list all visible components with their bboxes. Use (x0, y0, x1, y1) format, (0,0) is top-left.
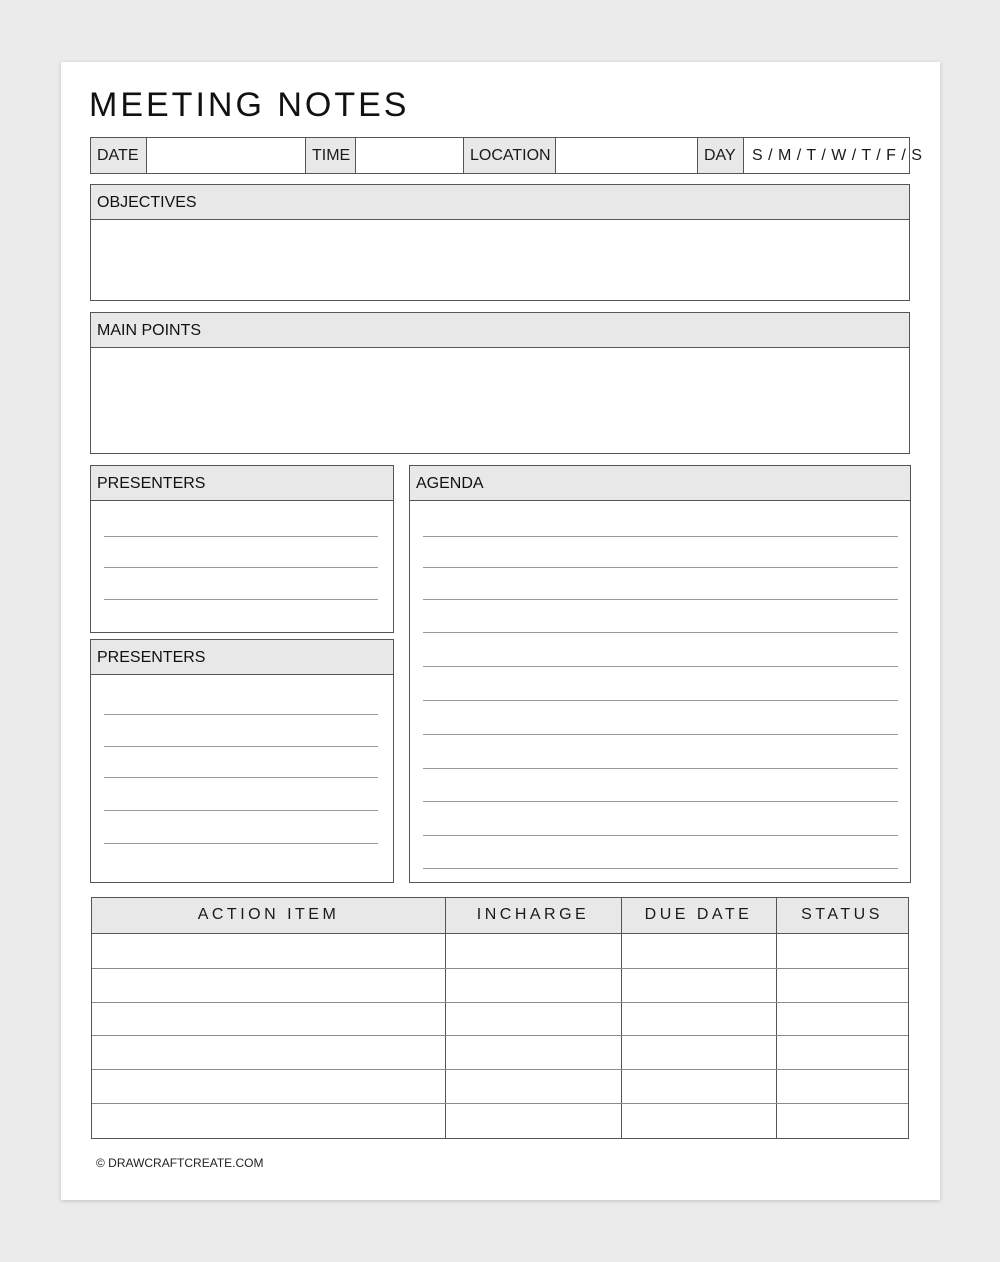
objectives-header (91, 185, 909, 220)
row-divider (92, 968, 908, 969)
day-options: S / M / T / W / T / F / S (752, 147, 923, 164)
writing-line (423, 700, 898, 701)
writing-line (104, 567, 378, 568)
writing-line (104, 843, 378, 844)
location-label: LOCATION (470, 147, 551, 164)
info-row (90, 137, 923, 174)
writing-line (423, 567, 898, 568)
date-field[interactable] (147, 138, 306, 173)
row-divider (92, 1103, 908, 1104)
column-divider (445, 898, 446, 1138)
presenters-section-1[interactable] (90, 465, 394, 633)
presenters-section-2[interactable] (90, 639, 394, 883)
writing-line (104, 599, 378, 600)
day-label: DAY (704, 147, 736, 164)
column-header-incharge: INCHARGE (476, 906, 590, 923)
time-field[interactable] (356, 138, 464, 173)
writing-line (423, 835, 898, 836)
objectives-section[interactable] (90, 184, 910, 301)
writing-line (104, 746, 378, 747)
writing-line (423, 536, 898, 537)
row-divider (92, 1069, 908, 1070)
main-points-label: MAIN POINTS (97, 322, 202, 339)
column-header-status: STATUS (801, 906, 883, 923)
main-points-header (91, 313, 909, 348)
writing-line (104, 536, 378, 537)
location-field[interactable] (556, 138, 698, 173)
writing-line (423, 868, 898, 869)
time-label-cell (306, 138, 356, 173)
table-header (92, 898, 908, 934)
writing-line (423, 734, 898, 735)
worksheet-page (61, 62, 940, 1200)
day-options-cell[interactable] (744, 138, 923, 173)
writing-line (423, 632, 898, 633)
presenters-header-1 (91, 466, 393, 501)
agenda-label: AGENDA (416, 475, 484, 492)
presenters-label-1: PRESENTERS (97, 475, 206, 492)
writing-line (423, 599, 898, 600)
writing-line (423, 801, 898, 802)
row-divider (92, 1002, 908, 1003)
day-label-cell (698, 138, 744, 173)
column-divider (621, 898, 622, 1138)
column-divider (776, 898, 777, 1138)
presenters-label-2: PRESENTERS (97, 649, 206, 666)
writing-line (104, 714, 378, 715)
writing-line (423, 666, 898, 667)
page-title: MEETING NOTES (89, 86, 410, 124)
footer-copyright: © DRAWCRAFTCREATE.COM (96, 1156, 264, 1170)
writing-line (423, 768, 898, 769)
time-label: TIME (312, 147, 351, 164)
date-label: DATE (97, 147, 139, 164)
location-label-cell (464, 138, 556, 173)
agenda-header (410, 466, 910, 501)
date-label-cell (91, 138, 147, 173)
row-divider (92, 1035, 908, 1036)
agenda-section[interactable] (409, 465, 911, 883)
action-items-table[interactable] (91, 897, 909, 1139)
column-header-due-date: DUE DATE (644, 906, 753, 923)
writing-line (104, 777, 378, 778)
column-header-action-item: ACTION ITEM (197, 906, 340, 923)
presenters-header-2 (91, 640, 393, 675)
writing-line (104, 810, 378, 811)
main-points-section[interactable] (90, 312, 910, 454)
objectives-label: OBJECTIVES (97, 194, 197, 211)
